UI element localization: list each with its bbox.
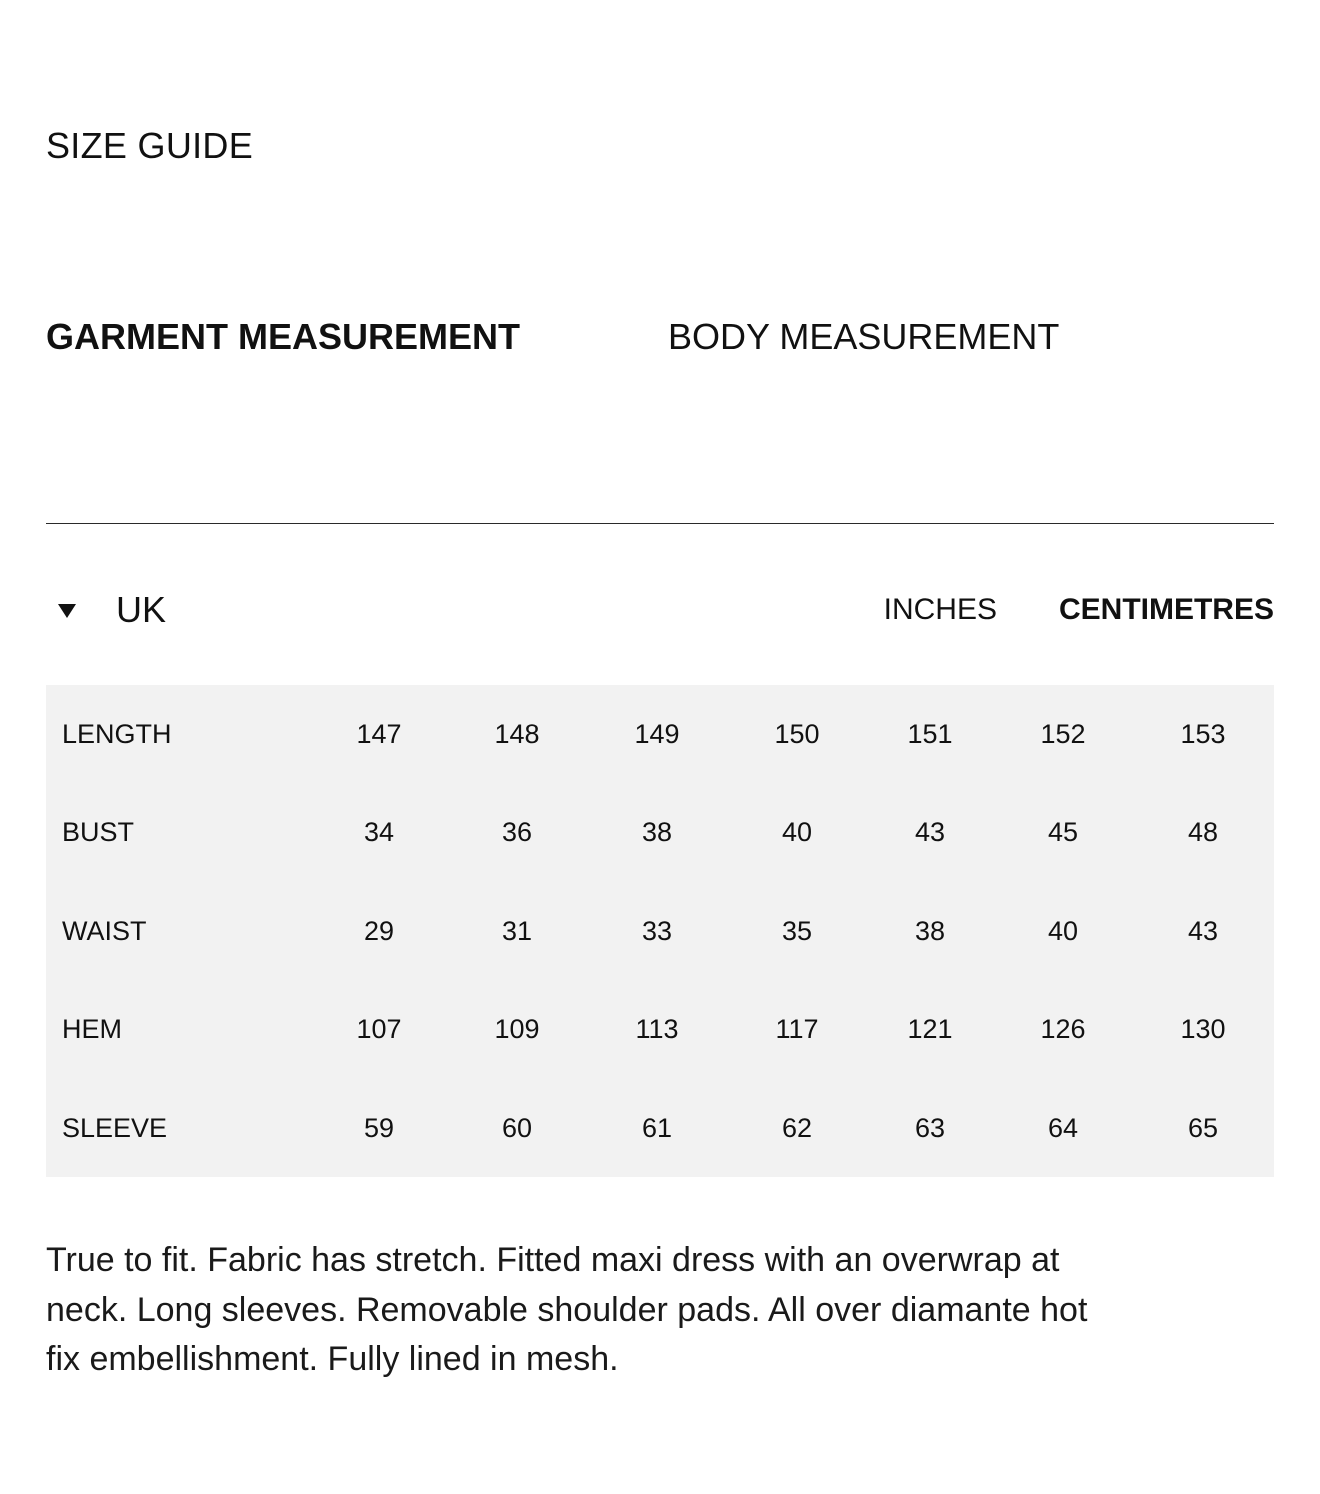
table-row-length	[46, 685, 1274, 783]
table-cell: 113	[635, 1014, 679, 1044]
region-dropdown[interactable]	[58, 588, 166, 632]
table-cell: 109	[494, 1014, 540, 1044]
measurement-table	[46, 685, 1274, 1177]
page-title: SIZE GUIDE	[46, 125, 254, 166]
table-cell: 148	[494, 719, 540, 749]
table-cell: 38	[641, 817, 673, 847]
unit-inches-button[interactable]: INCHES	[883, 593, 997, 626]
unit-centimetres-button[interactable]: CENTIMETRES	[1058, 593, 1274, 626]
table-row-hem	[46, 980, 1274, 1078]
row-label: LENGTH	[62, 719, 172, 749]
table-cell: 35	[781, 916, 813, 946]
table-cell: 60	[501, 1113, 533, 1143]
table-cell: 38	[914, 916, 946, 946]
table-cell: 149	[634, 719, 680, 749]
table-cell: 62	[781, 1113, 813, 1143]
table-cell: 36	[501, 817, 533, 847]
row-label: HEM	[62, 1014, 122, 1044]
table-cell: 61	[641, 1113, 673, 1143]
measurement-tabs	[46, 314, 1274, 360]
table-cell: 150	[774, 719, 820, 749]
table-cell: 48	[1187, 817, 1219, 847]
row-label: SLEEVE	[62, 1113, 168, 1143]
region-selected-label: UK	[116, 589, 167, 630]
product-fit-description: True to fit. Fabric has stretch. Fitted maxi dress with an overwrap at neck. Long sleeves. Removable shoulder pads. All over diamante hot fix embellishment. Fully lined in mesh.	[46, 1241, 1088, 1378]
table-cell: 33	[641, 916, 673, 946]
table-cell: 34	[363, 817, 395, 847]
table-cell: 65	[1187, 1113, 1219, 1143]
table-cell: 130	[1180, 1014, 1226, 1044]
table-row-waist	[46, 882, 1274, 980]
table-cell: 43	[914, 817, 946, 847]
table-cell: 126	[1040, 1014, 1086, 1044]
table-row-bust	[46, 783, 1274, 881]
table-cell: 64	[1047, 1113, 1079, 1143]
table-cell: 147	[356, 719, 402, 749]
table-cell: 40	[781, 817, 813, 847]
table-cell: 40	[1047, 916, 1079, 946]
table-cell: 151	[907, 719, 953, 749]
table-cell: 117	[775, 1014, 819, 1044]
tab-garment-measurement[interactable]: GARMENT MEASUREMENT	[46, 316, 520, 357]
table-row-sleeve	[46, 1079, 1274, 1177]
table-cell: 121	[907, 1014, 953, 1044]
row-label: WAIST	[62, 916, 147, 946]
table-cell: 59	[363, 1113, 395, 1143]
table-cell: 107	[356, 1014, 402, 1044]
divider	[46, 523, 1274, 524]
table-cell: 153	[1180, 719, 1226, 749]
table-cell: 29	[363, 916, 395, 946]
caret-down-icon	[58, 604, 76, 618]
table-cell: 152	[1040, 719, 1086, 749]
tab-body-measurement[interactable]: BODY MEASUREMENT	[668, 316, 1060, 357]
unit-toggle	[884, 590, 1274, 630]
table-cell: 63	[914, 1113, 946, 1143]
table-cell: 45	[1047, 817, 1079, 847]
row-label: BUST	[62, 817, 135, 847]
table-cell: 43	[1187, 916, 1219, 946]
table-cell: 31	[501, 916, 533, 946]
